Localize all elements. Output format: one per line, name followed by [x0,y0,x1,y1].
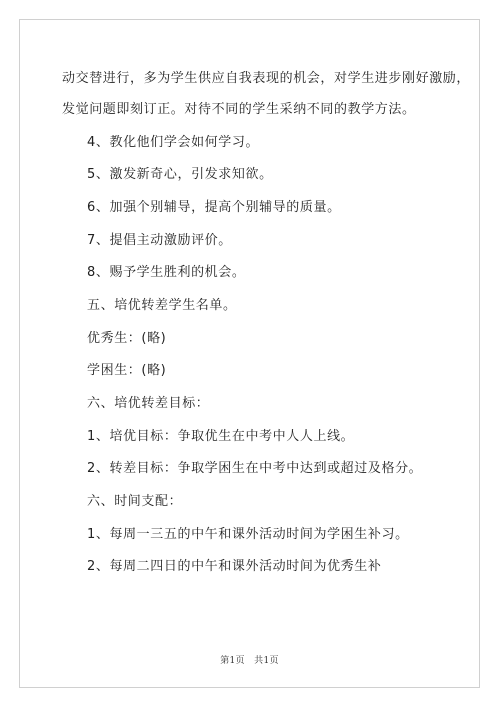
document-page [19,19,480,688]
list-item: 7、提倡主动激励评价。 [87,233,232,248]
section-heading: 五、培优转差学生名单。 [87,298,237,313]
list-item: 2、转差目标：争取学困生在中考中达到或超过及格分。 [87,461,423,476]
paragraph-line: 动交替进行，多为学生供应自我表现的机会，对学生进步刚好激励， [62,71,471,86]
list-item: 6、加强个别辅导，提高个别辅导的质量。 [87,200,341,215]
list-item: 5、激发新奇心，引发求知欲。 [87,167,273,182]
paragraph-line: 学困生：(略) [87,363,167,378]
list-item: 8、赐予学生胜利的机会。 [87,265,246,280]
page-footer: 第1页 共1页 [220,656,279,666]
section-heading: 六、时间支配： [87,494,183,509]
paragraph-line: 发觉问题即刻订正。对待不同的学生采纳不同的教学方法。 [62,102,416,117]
section-heading: 六、培优转差目标： [87,396,210,411]
list-item: 1、每周一三五的中午和课外活动时间为学困生补习。 [87,527,409,542]
list-item: 1、培优目标：争取优生在中考中人人上线。 [87,429,355,444]
document-body [20,20,479,687]
list-item: 4、教化他们学会如何学习。 [87,135,260,150]
list-item: 2、每周二四日的中午和课外活动时间为优秀生补 [87,559,382,574]
paragraph-line: 优秀生：(略) [87,331,167,346]
